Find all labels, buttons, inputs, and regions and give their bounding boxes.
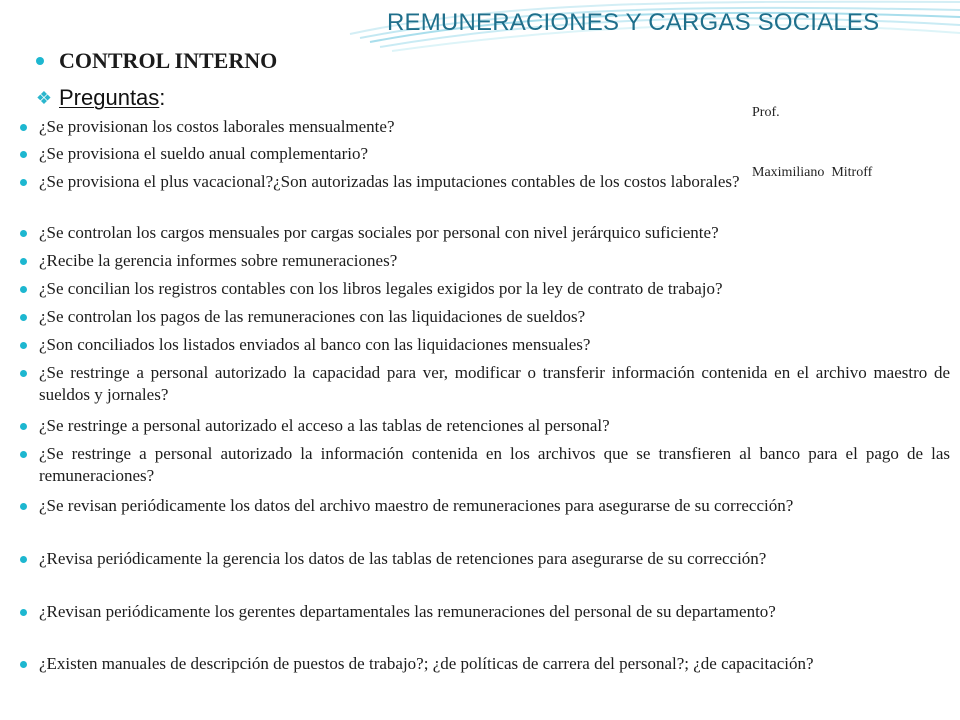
question-item: [0, 653, 960, 699]
author-name: Maximiliano Mitroff: [752, 165, 873, 180]
preguntas-label-wrapper: [59, 85, 165, 111]
circle-bullet-icon: [20, 124, 27, 131]
control-interno-label: CONTROL INTERNO: [59, 48, 278, 73]
circle-bullet-icon: [36, 57, 44, 65]
circle-bullet-icon: [20, 314, 27, 321]
question-item: [0, 495, 960, 541]
circle-bullet-icon: [20, 151, 27, 158]
question-text: ¿Se revisan periódicamente los datos del archivo maestro de remuneraciones para asegurarse de su corrección?: [39, 496, 794, 515]
preguntas-colon: :: [159, 85, 166, 110]
question-text: ¿Revisa periódicamente la gerencia los datos de las tablas de retenciones para asegurarse de su corrección?: [39, 549, 767, 568]
circle-bullet-icon: [20, 556, 27, 563]
question-text: ¿Existen manuales de descripción de puestos de trabajo?; ¿de políticas de carrera del personal?; ¿de capacitación?: [39, 654, 814, 673]
circle-bullet-icon: [20, 258, 27, 265]
circle-bullet-icon: [20, 451, 27, 458]
question-text: ¿Se provisionan los costos laborales mensualmente?: [39, 117, 395, 136]
slide-title: REMUNERACIONES Y CARGAS SOCIALES: [387, 9, 880, 36]
question-text: ¿Se restringe a personal autorizado la información contenida en los archivos que se transfieren al banco para el pago de las remuneraciones?: [39, 444, 950, 485]
question-text: ¿Se provisiona el plus vacacional?¿Son autorizadas las imputaciones contables de los costos laborales?: [39, 172, 740, 191]
diamond-bullet-icon: ❖: [35, 88, 53, 108]
question-item: [0, 548, 960, 594]
question-text: ¿Se concilian los registros contables con los libros legales exigidos por la ley de contrato de trabajo?: [39, 279, 723, 298]
circle-bullet-icon: [20, 179, 27, 186]
author-title: Prof.: [752, 105, 780, 120]
question-item: [0, 171, 960, 217]
question-item: [0, 443, 960, 489]
circle-bullet-icon: [20, 503, 27, 510]
circle-bullet-icon: [20, 342, 27, 349]
circle-bullet-icon: [20, 423, 27, 430]
circle-bullet-icon: [20, 609, 27, 616]
question-text: ¿Se restringe a personal autorizado la capacidad para ver, modificar o transferir información contenida en el archivo maestro de sueldos y jornales?: [39, 363, 950, 404]
question-text: ¿Se controlan los cargos mensuales por cargas sociales por personal con nivel jerárquico suficiente?: [39, 223, 719, 242]
question-text: ¿Se provisiona el sueldo anual complementario?: [39, 144, 369, 163]
question-item: [0, 601, 960, 647]
circle-bullet-icon: [20, 661, 27, 668]
circle-bullet-icon: [20, 286, 27, 293]
question-text: ¿Se controlan los pagos de las remuneraciones con las liquidaciones de sueldos?: [39, 307, 586, 326]
circle-bullet-icon: [20, 370, 27, 377]
question-text: ¿Revisan periódicamente los gerentes departamentales las remuneraciones del personal de su departamento?: [39, 602, 776, 621]
question-item: [0, 362, 960, 408]
question-text: ¿Recibe la gerencia informes sobre remuneraciones?: [39, 251, 398, 270]
preguntas-label: Preguntas: [59, 85, 160, 110]
question-text: ¿Son conciliados los listados enviados al banco con las liquidaciones mensuales?: [39, 335, 591, 354]
circle-bullet-icon: [20, 230, 27, 237]
question-text: ¿Se restringe a personal autorizado el acceso a las tablas de retenciones al personal?: [39, 416, 610, 435]
